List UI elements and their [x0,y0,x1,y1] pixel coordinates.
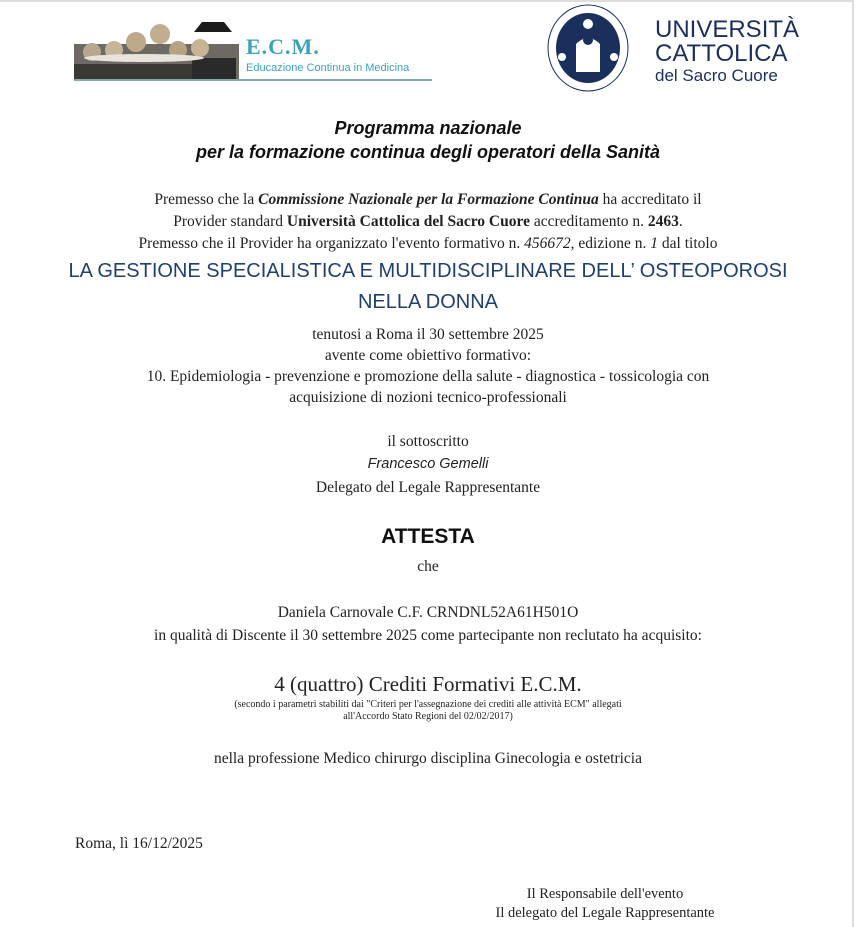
program-line1: Programma nazionale [334,118,522,138]
profession-text: nella professione Medico chirurgo disciplina Ginecologia e ostetricia [214,750,642,767]
signatory-name: Francesco Gemelli [367,456,489,472]
attesta-heading: ATTESTA [381,525,475,548]
credits-awarded: 4 (quattro) Crediti Formativi E.C.M. [274,672,582,696]
edition-number: 1 [650,235,659,252]
premise-text: Provider standard [173,213,287,230]
objective-line2: acquisizione di nozioni tecnico-professionali [289,389,567,406]
university-name-line3: del Sacro Cuore [655,66,778,85]
anatomy-lesson-painting-icon [74,14,239,80]
premise-text: , edizione n. [570,235,651,252]
signature-block [470,885,740,923]
participant-name: Daniela Carnovale C.F. CRNDNL52A61H501O [277,604,579,621]
commission-name: Commissione Nazionale per la Formazione Continua [258,191,599,208]
signatory-role: Delegato del Legale Rappresentante [315,479,541,496]
ecm-logo-subtitle: Educazione Continua in Medicina [246,62,410,74]
accreditation-number: 2463 [647,213,679,230]
responsible-label: Il Responsabile dell'evento [526,886,684,902]
objective-label: avente come obiettivo formativo: [324,347,532,364]
university-name-line1: UNIVERSITÀ [655,16,800,43]
event-title-line2: NELLA DONNA [357,291,499,313]
premise-text: ha accreditato il [598,191,702,208]
premise-text: dal titolo [658,235,718,252]
event-title [0,256,856,318]
participant-block [0,601,856,647]
university-seal-icon [546,2,630,92]
university-logo-text [655,18,799,86]
premise-text: Premesso che la [154,191,259,208]
event-details [0,324,856,408]
event-held: tenutosi a Roma il 30 settembre 2025 [312,326,544,343]
provider-name: Università Cattolica del Sacro Cuore [286,213,530,230]
objective-line1: 10. Epidemiologia - prevenzione e promozione della salute - diagnostica - tossicologia con [146,368,710,385]
delegate-label: Il delegato del Legale Rappresentante [495,905,715,921]
premise-text: Premesso che il Provider ha organizzato l'evento formativo n. [138,235,525,252]
credits-note-line2: all'Accordo Stato Regioni del 02/02/2017) [343,711,513,722]
program-heading [0,116,856,164]
signatory-block [0,430,856,499]
premise-text: accreditamento n. [529,213,648,230]
event-number: 456672 [524,235,571,252]
ecm-logo [74,14,434,82]
che-text: che [417,558,439,575]
premise-block [0,189,856,255]
university-name-line2: CATTOLICA [655,40,788,67]
participant-role: in qualità di Discente il 30 settembre 2025 come partecipante non reclutato ha acquisito: [154,627,702,644]
credits-note-line1: (secondo i parametri stabiliti dai "Criteri per l'assegnazione dei crediti alle attività ECM" allegati [234,699,622,710]
credits-note [0,699,856,723]
ecm-logo-title: E.C.M. [246,34,320,59]
program-line2: per la formazione continua degli operatori della Sanità [195,142,661,162]
ecm-logo-underline [74,79,432,81]
place-date: Roma, lì 16/12/2025 [75,835,203,852]
signatory-label: il sottoscritto [387,433,469,450]
premise-text: . [678,213,683,230]
event-title-line1: LA GESTIONE SPECIALISTICA E MULTIDISCIPLINARE DELL’ OSTEOPOROSI [68,260,788,282]
